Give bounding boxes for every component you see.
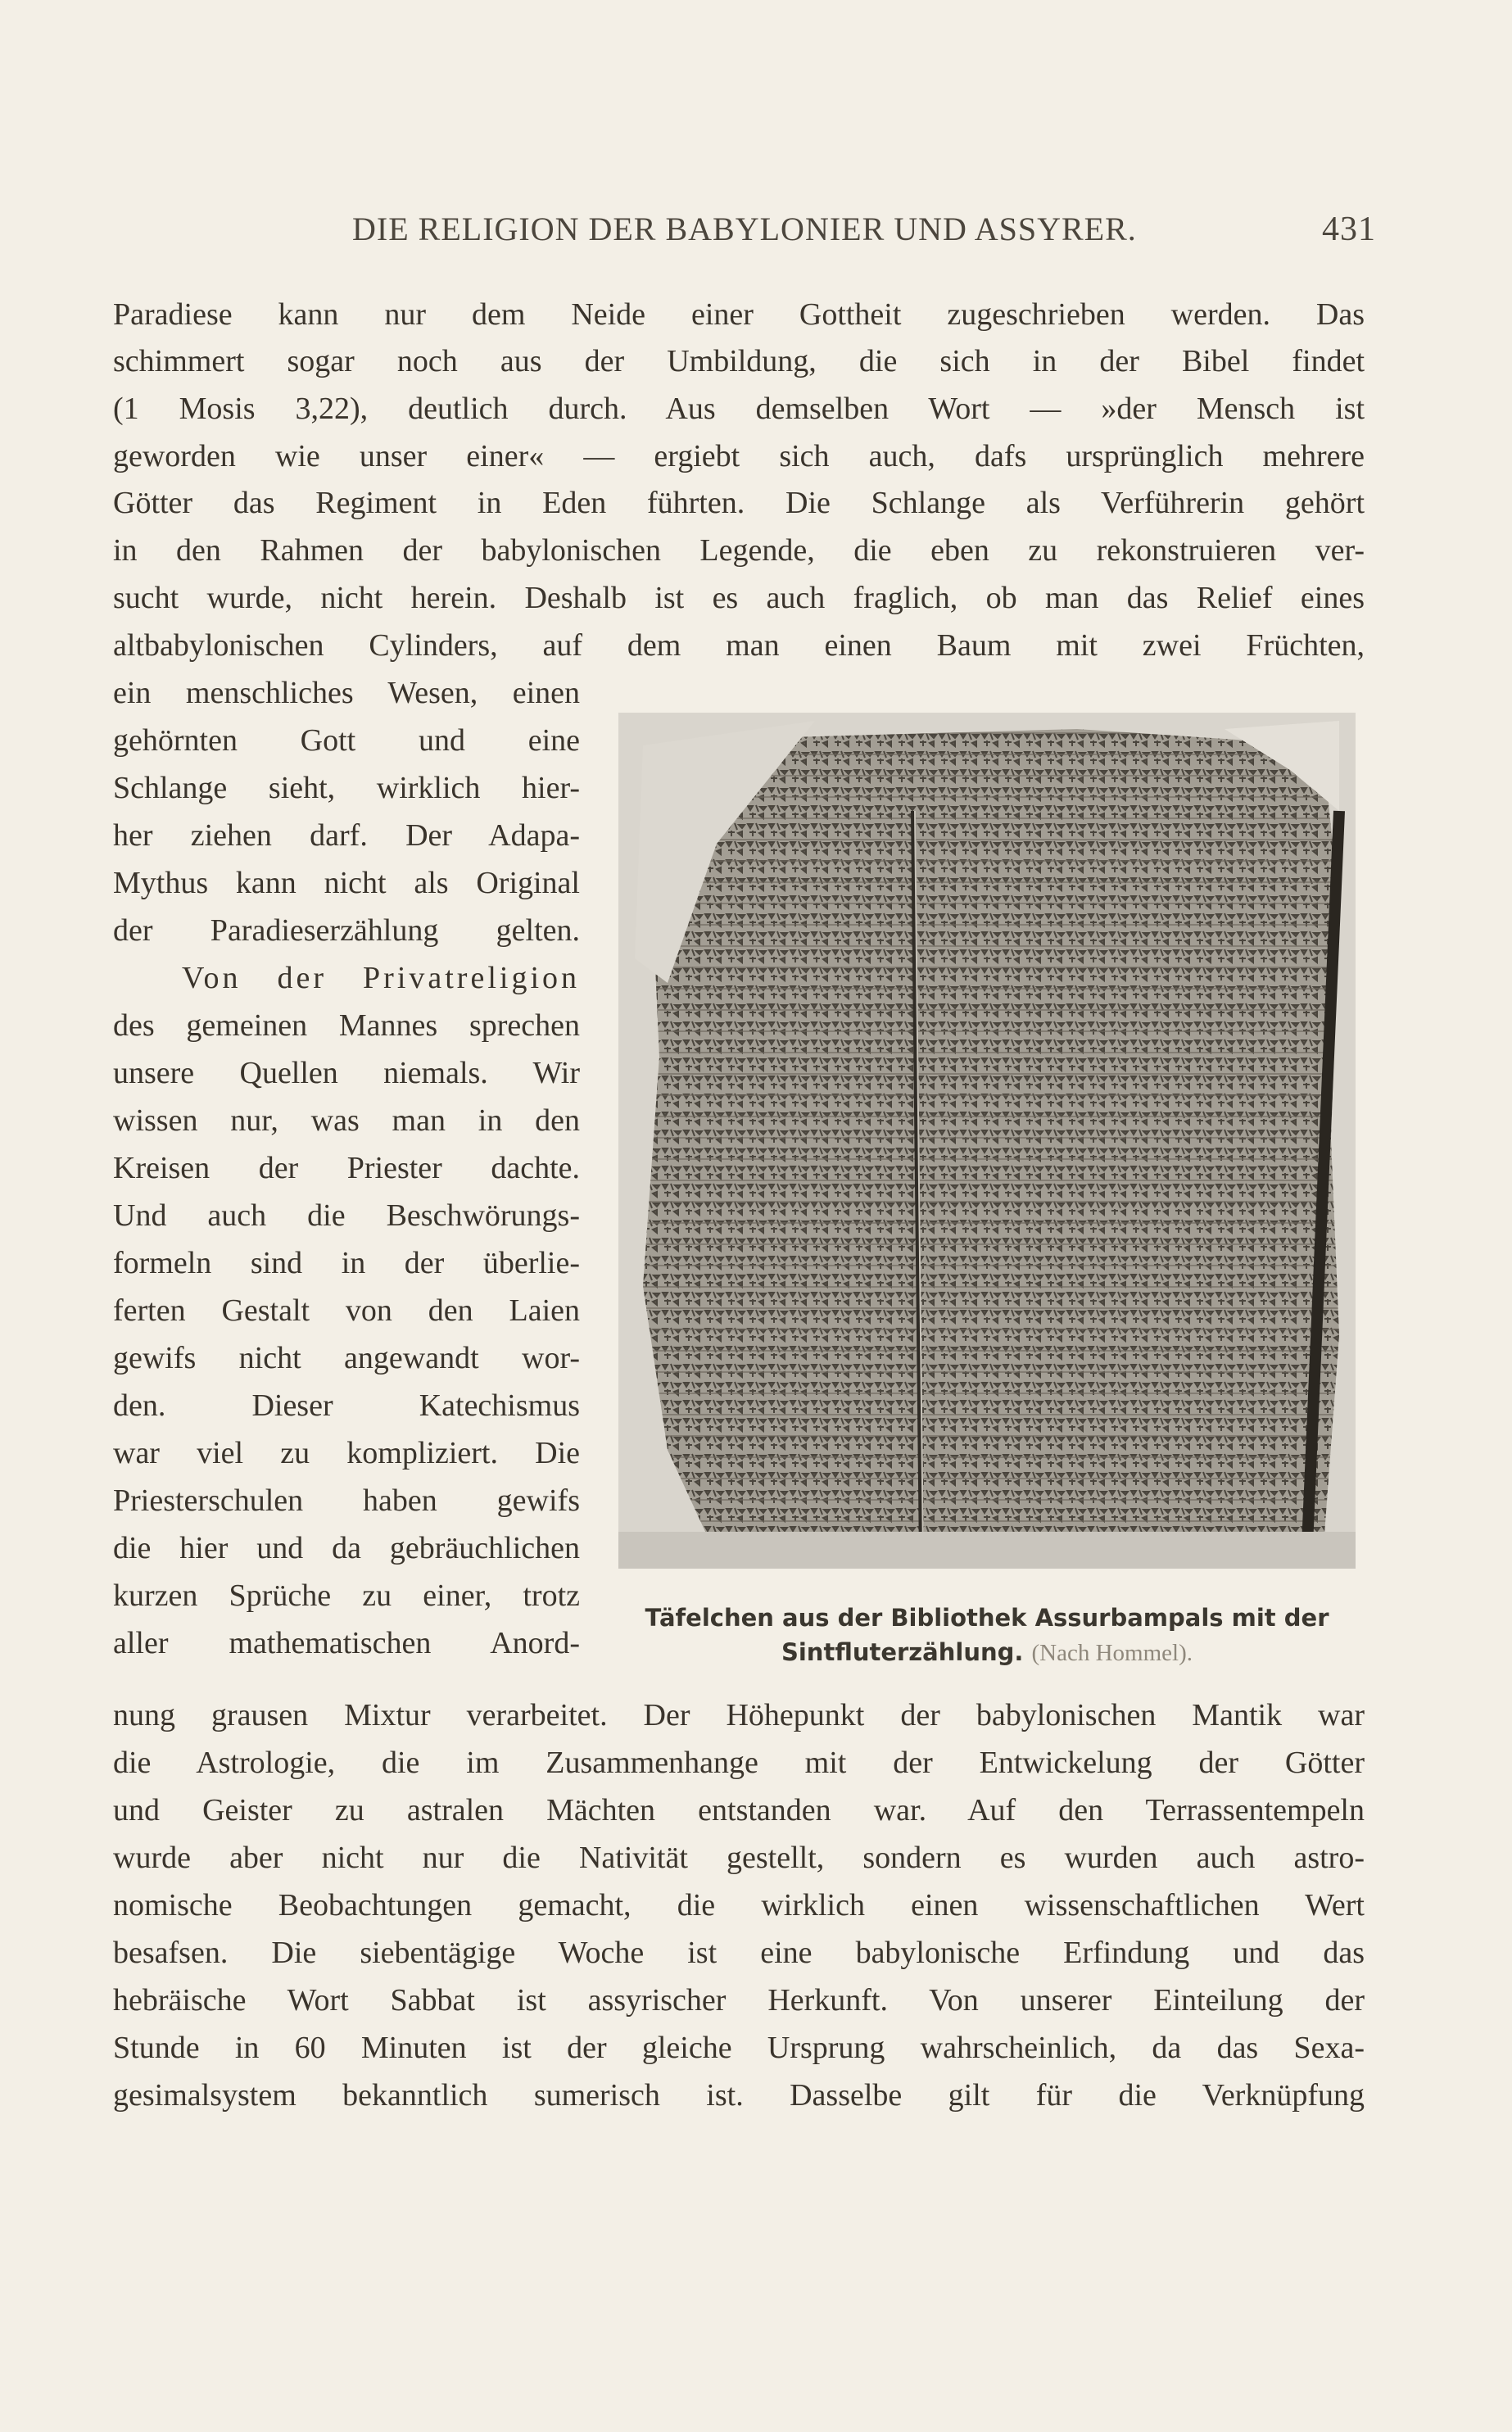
- text-line: und Geister zu astralen Mächten entstanden war. Auf den Terrassentempeln: [113, 1793, 1365, 1827]
- text-line: gehörnten Gott und eine: [113, 723, 580, 758]
- text-line: kurzen Sprüche zu einer, trotz: [113, 1578, 580, 1613]
- caption-text: Sintfluterzählung.: [781, 1638, 1024, 1666]
- text-line: in den Rahmen der babylonischen Legende, die eben zu rekonstruieren ver-: [113, 533, 1365, 568]
- text-line: nomische Beobachtungen gemacht, die wirklich einen wissenschaftlichen Wert: [113, 1888, 1365, 1923]
- text-line: Paradiese kann nur dem Neide einer Gottheit zugeschrieben werden. Das: [113, 297, 1365, 332]
- text-line: war viel zu kompliziert. Die: [113, 1436, 580, 1470]
- text-line: Priesterschulen haben gewifs: [113, 1483, 580, 1518]
- text-line: den. Dieser Katechismus: [113, 1388, 580, 1423]
- text-line: der Paradieserzählung gelten.: [113, 913, 580, 948]
- text-line: des gemeinen Mannes sprechen: [113, 1008, 580, 1043]
- page-number: 431: [1322, 211, 1376, 248]
- text-line: her ziehen darf. Der Adapa-: [113, 818, 580, 853]
- text-line: wurde aber nicht nur die Nativität gestellt, sondern es wurden auch astro-: [113, 1841, 1365, 1875]
- text-line: nung grausen Mixtur verarbeitet. Der Höhepunkt der babylonischen Mantik war: [113, 1698, 1365, 1732]
- text-line: unsere Quellen niemals. Wir: [113, 1056, 580, 1090]
- text-line: Mythus kann nicht als Original: [113, 866, 580, 900]
- text-line: Götter das Regiment in Eden führten. Die Schlange als Verführerin gehört: [113, 486, 1365, 520]
- text-line: formeln sind in der überlie-: [113, 1246, 580, 1280]
- caption-source: (Nach Hommel).: [1031, 1640, 1193, 1666]
- caption-line: [618, 1635, 1356, 1670]
- caption-line: Täfelchen aus der Bibliothek Assurbampals mit der: [645, 1604, 1329, 1632]
- cuneiform-tablet-image: [618, 713, 1356, 1569]
- text-line: gewifs nicht angewandt wor-: [113, 1341, 580, 1375]
- text-line: Kreisen der Priester dachte.: [113, 1151, 580, 1185]
- text-line: ferten Gestalt von den Laien: [113, 1293, 580, 1328]
- text-line: wissen nur, was man in den: [113, 1103, 580, 1138]
- text-line: (1 Mosis 3,22), deutlich durch. Aus demselben Wort — »der Mensch ist: [113, 392, 1365, 426]
- tablet-figure: [618, 713, 1356, 1569]
- text-line: Schlange sieht, wirklich hier-: [113, 771, 580, 805]
- text-line: sucht wurde, nicht herein. Deshalb ist es auch fraglich, ob man das Relief eines: [113, 581, 1365, 615]
- text-line: hebräische Wort Sabbat ist assyrischer Herkunft. Von unserer Einteilung der: [113, 1983, 1365, 2018]
- text-line: Stunde in 60 Minuten ist der gleiche Ursprung wahrscheinlich, da das Sexa-: [113, 2031, 1365, 2065]
- text-line: die hier und da gebräuchlichen: [113, 1531, 580, 1565]
- text-line: ein menschliches Wesen, einen: [113, 676, 580, 710]
- text-line: die Astrologie, die im Zusammenhange mit der Entwickelung der Götter: [113, 1746, 1365, 1780]
- text-line: altbabylonischen Cylinders, auf dem man einen Baum mit zwei Früchten,: [113, 628, 1365, 663]
- text-line: aller mathematischen Anord-: [113, 1626, 580, 1660]
- figure-caption: [618, 1601, 1356, 1670]
- text-line: besafsen. Die siebentägige Woche ist eine babylonische Erfindung und das: [113, 1936, 1365, 1970]
- text-line: schimmert sogar noch aus der Umbildung, die sich in der Bibel findet: [113, 344, 1365, 378]
- text-line: gesimalsystem bekanntlich sumerisch ist. Dasselbe gilt für die Verknüpfung: [113, 2078, 1365, 2113]
- header-title: DIE RELIGION DER BABYLONIER UND ASSYRER.: [352, 211, 1137, 247]
- text-line: geworden wie unser einer« — ergiebt sich auch, dafs ursprünglich mehrere: [113, 439, 1365, 473]
- text-line: Und auch die Beschwörungs-: [113, 1198, 580, 1233]
- text-line: Von der Privatreligion: [182, 961, 580, 995]
